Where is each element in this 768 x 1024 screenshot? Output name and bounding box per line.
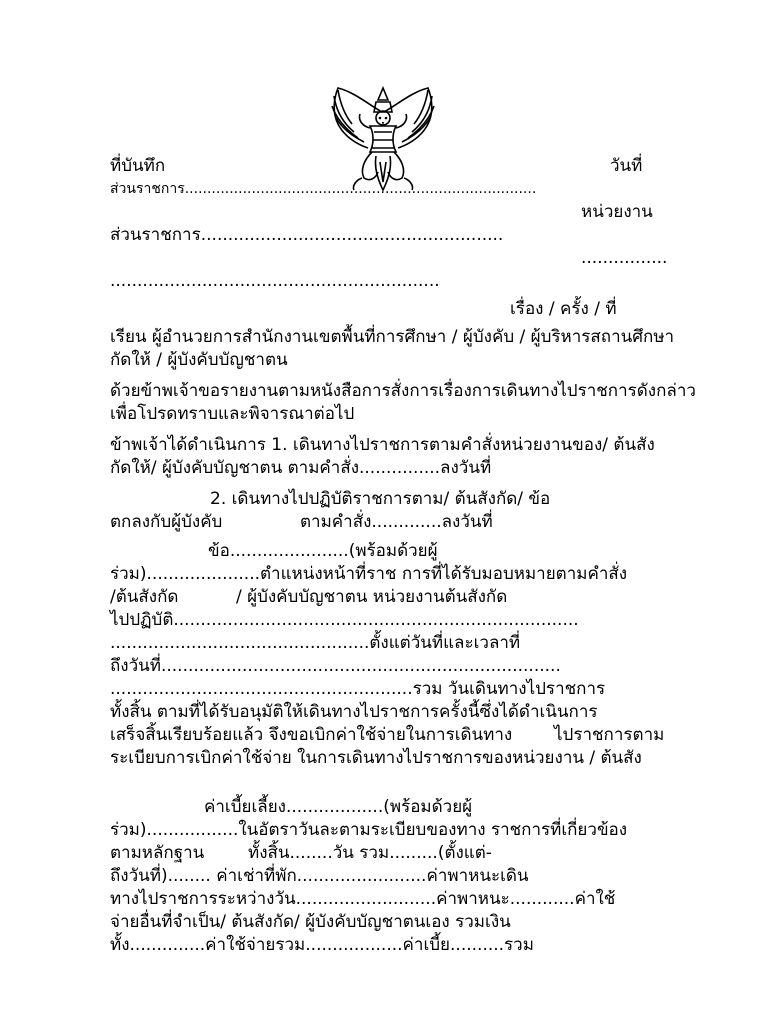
body-line: ................................................ตั้งแต่วันที่และเวลาที่	[110, 633, 521, 653]
allowance-line: ค่าเบี้ยเลี้ยง..................(พร้อมด้วยผู้	[204, 797, 473, 817]
department-label: หน่วยงาน	[581, 202, 653, 222]
allowance-line: ถึงวันที่)........ ค่าเช่าที่พัก........................ค่าพาหนะเดิน	[110, 866, 529, 886]
body-line: /ต้นสังกัด	[110, 587, 179, 607]
body-line: ไปปฏิบัติ...........................................................................	[110, 610, 579, 630]
body-line: ไปราชการตาม	[554, 725, 665, 745]
date-label: วันที่	[610, 156, 643, 176]
dotted-field: .............................................................	[110, 271, 440, 291]
document-label: ที่บันทึก	[110, 156, 166, 176]
item-2-order: ตามคำสั่ง.............ลงวันที่	[300, 512, 493, 532]
item-1-line: กัดให้/ ผู้บังคับบัญชาตน ตามคำสั่ง...............ลงวันที่	[110, 458, 492, 478]
body-line: ด้วยข้าพเจ้าขอรายงานตามหนังสือการสั่งการเรื่องการเดินทางไปราชการดังกล่าว	[110, 381, 696, 401]
dotted-field: ................	[581, 248, 668, 268]
body-line: เพื่อโปรดทราบและพิจารณาต่อไป	[110, 404, 355, 424]
salutation-line-cont: กัดให้ / ผู้บังคับบัญชาตน	[110, 350, 288, 370]
allowance-line: ตามหลักฐาน	[110, 843, 205, 863]
body-line: ข้อ......................(พร้อมด้วยผู้	[208, 541, 438, 561]
allowance-line: จ่ายอื่นที่จำเป็น/ ต้นสังกัด/ ผู้บังคับบัญชาตนเอง รวมเงิน	[110, 912, 511, 932]
agency-field: ส่วนราชการ........................................................	[110, 225, 504, 245]
body-line: ทั้งสิ้น ตามที่ได้รับอนุมัติให้เดินทางไปราชการครั้งนี้ซึ่งได้ดำเนินการ	[110, 702, 598, 722]
allowance-line: ทั้งสิ้น........วัน รวม.........(ตั้งแต่-	[248, 843, 492, 863]
body-line: ระเบียบการเบิกค่าใช้จ่าย ในการเดินทางไปราชการของหน่วยงาน / ต้นสัง	[110, 748, 642, 768]
body-line: ........................................................รวม วันเดินทางไปราชการ	[110, 679, 606, 699]
allowance-line: ร่วม).................ในอัตราวันละตามระเบียบของทาง ราชการที่เกี่ยวข้อง	[110, 820, 628, 840]
item-2-line: ตกลงกับผู้บังคับ	[110, 512, 223, 532]
body-line: / ผู้บังคับบัญชาตน หน่วยงานต้นสังกัด	[236, 587, 508, 607]
body-line: ถึงวันที่..........................................................................	[110, 656, 561, 676]
agency-line: ส่วนราชการ...............................................................................	[110, 181, 537, 197]
body-line: ร่วม).....................ตำแหน่งหน้าที่ราช การที่ได้รับมอบหมายตามคำสั่ง	[110, 564, 628, 584]
allowance-line: ทั้ง..............ค่าใช้จ่ายรวม..................ค่าเบี้ย..........รวม	[110, 935, 534, 955]
item-1-line: ข้าพเจ้าได้ดำเนินการ 1. เดินทางไปราชการตามคำสั่งหน่วยงานของ/ ต้นสัง	[110, 435, 655, 455]
body-line: เสร็จสิ้นเรียบร้อยแล้ว จึงขอเบิกค่าใช้จ่ายในการเดินทาง	[110, 725, 513, 745]
subject-line: เรื่อง / ครั้ง / ที่	[510, 299, 617, 319]
item-2-line: 2. เดินทางไปปฏิบัติราชการตาม/ ต้นสังกัด/ ข้อ	[210, 489, 551, 509]
allowance-line: ทางไปราชการระหว่างวัน..........................ค่าพาหนะ............ค่าใช้	[110, 889, 616, 909]
salutation-line: เรียน ผู้อำนวยการสำนักงานเขตพื้นที่การศึกษา / ผู้บังคับ / ผู้บริหารสถานศึกษา	[110, 327, 675, 347]
